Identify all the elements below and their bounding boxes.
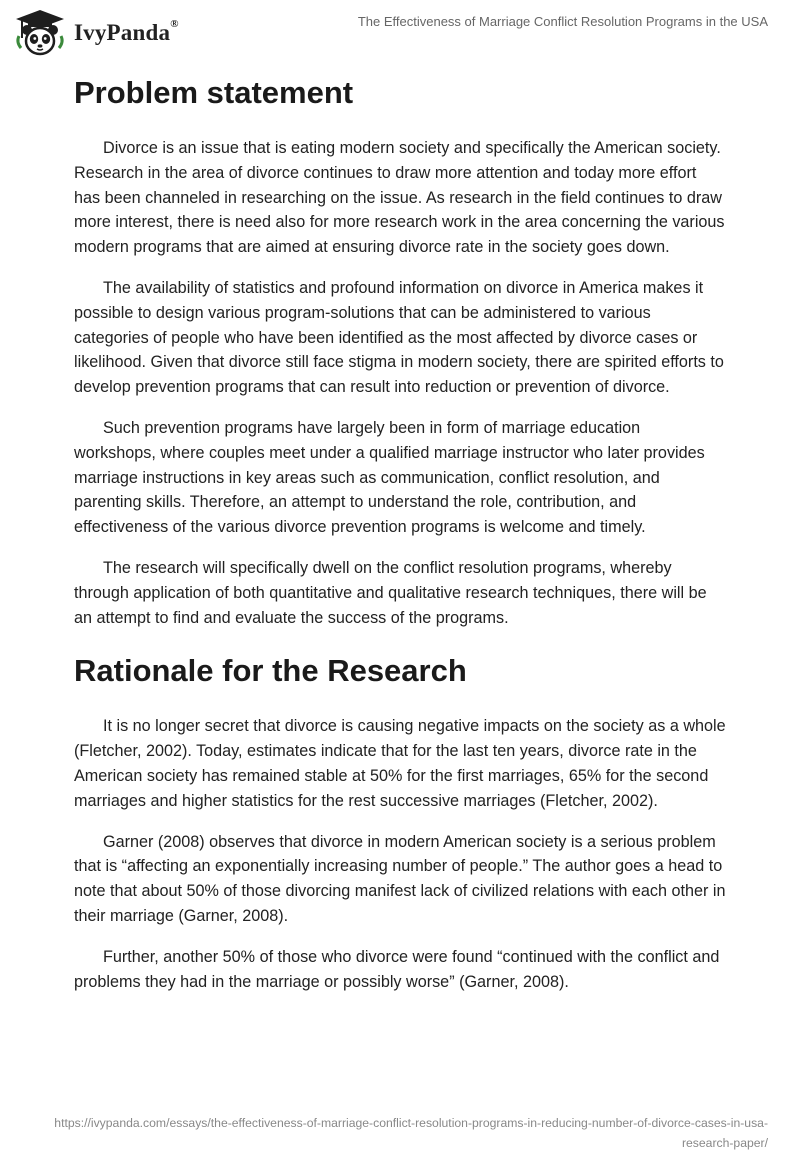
paragraph: The research will specifically dwell on the conflict resolution programs, whereby through application of both quantitative and qualitative research techniques, there will be an attempt to find and evaluate the success of the programs. <box>74 558 707 627</box>
panda-graduate-icon <box>14 8 66 58</box>
paragraph: Further, another 50% of those who divorce were found “continued with the conflict and problems they had in the marriage or possibly worse” (Garner, 2008). <box>74 947 720 991</box>
page-header <box>0 0 800 70</box>
paragraph: The availability of statistics and profound information on divorce in America makes it possible to design various program-solutions that can be administered to various categories of people who have been identified as the most affected by divorce cases or likelihood. Given that divorce still face stigma in modern society, there are spirited efforts to develop prevention programs that can result into reduction or prevention of divorce. <box>74 278 724 397</box>
source-url-link[interactable]: https://ivypanda.com/essays/the-effectiveness-of-marriage-conflict-resolution-programs-in-reducing-number-of-divorce-cases-in-usa-research-paper/ <box>54 1116 768 1150</box>
document-title: The Effectiveness of Marriage Conflict Resolution Programs in the USA <box>357 14 768 29</box>
article-body <box>74 68 726 1010</box>
paragraph: It is no longer secret that divorce is causing negative impacts on the society as a whole (Fletcher, 2002). Today, estimates indicate that for the last ten years, divorce rate in the American society has remained stable at 50% for the first marriages, 65% for the second marriages and higher statistics for the rest successive marriages (Fletcher, 2002). <box>74 717 726 810</box>
paragraph: Garner (2008) observes that divorce in modern American society is a serious problem that is “affecting an exponentially increasing number of people.” The author goes a head to note that about 50% of those divorcing manifest lack of civilized relations with each other in their marriage (Garner, 2008). <box>74 832 726 925</box>
section-heading-rationale: Rationale for the Research <box>74 653 467 689</box>
paragraph: Divorce is an issue that is eating modern society and specifically the American society. Research in the area of divorce continues to draw more attention and today more effort has been channeled in researching on the issue. As research in the field continues to draw more interest, there is need also for more research work in the area concerning the various modern programs that are aimed at ensuring divorce rate in the society goes down. <box>74 139 725 257</box>
ivypanda-logo[interactable] <box>14 8 179 58</box>
section-heading-problem-statement: Problem statement <box>74 75 354 110</box>
brand-name: IvyPanda® <box>74 18 179 45</box>
paragraph: Such prevention programs have largely been in form of marriage education workshops, where couples meet under a qualified marriage instructor who later provides marriage instructions in key areas such as communication, conflict resolution, and parenting skills. Therefore, an attempt to understand the role, contribution, and effectiveness of the various divorce prevention programs is welcome and timely. <box>74 418 705 537</box>
